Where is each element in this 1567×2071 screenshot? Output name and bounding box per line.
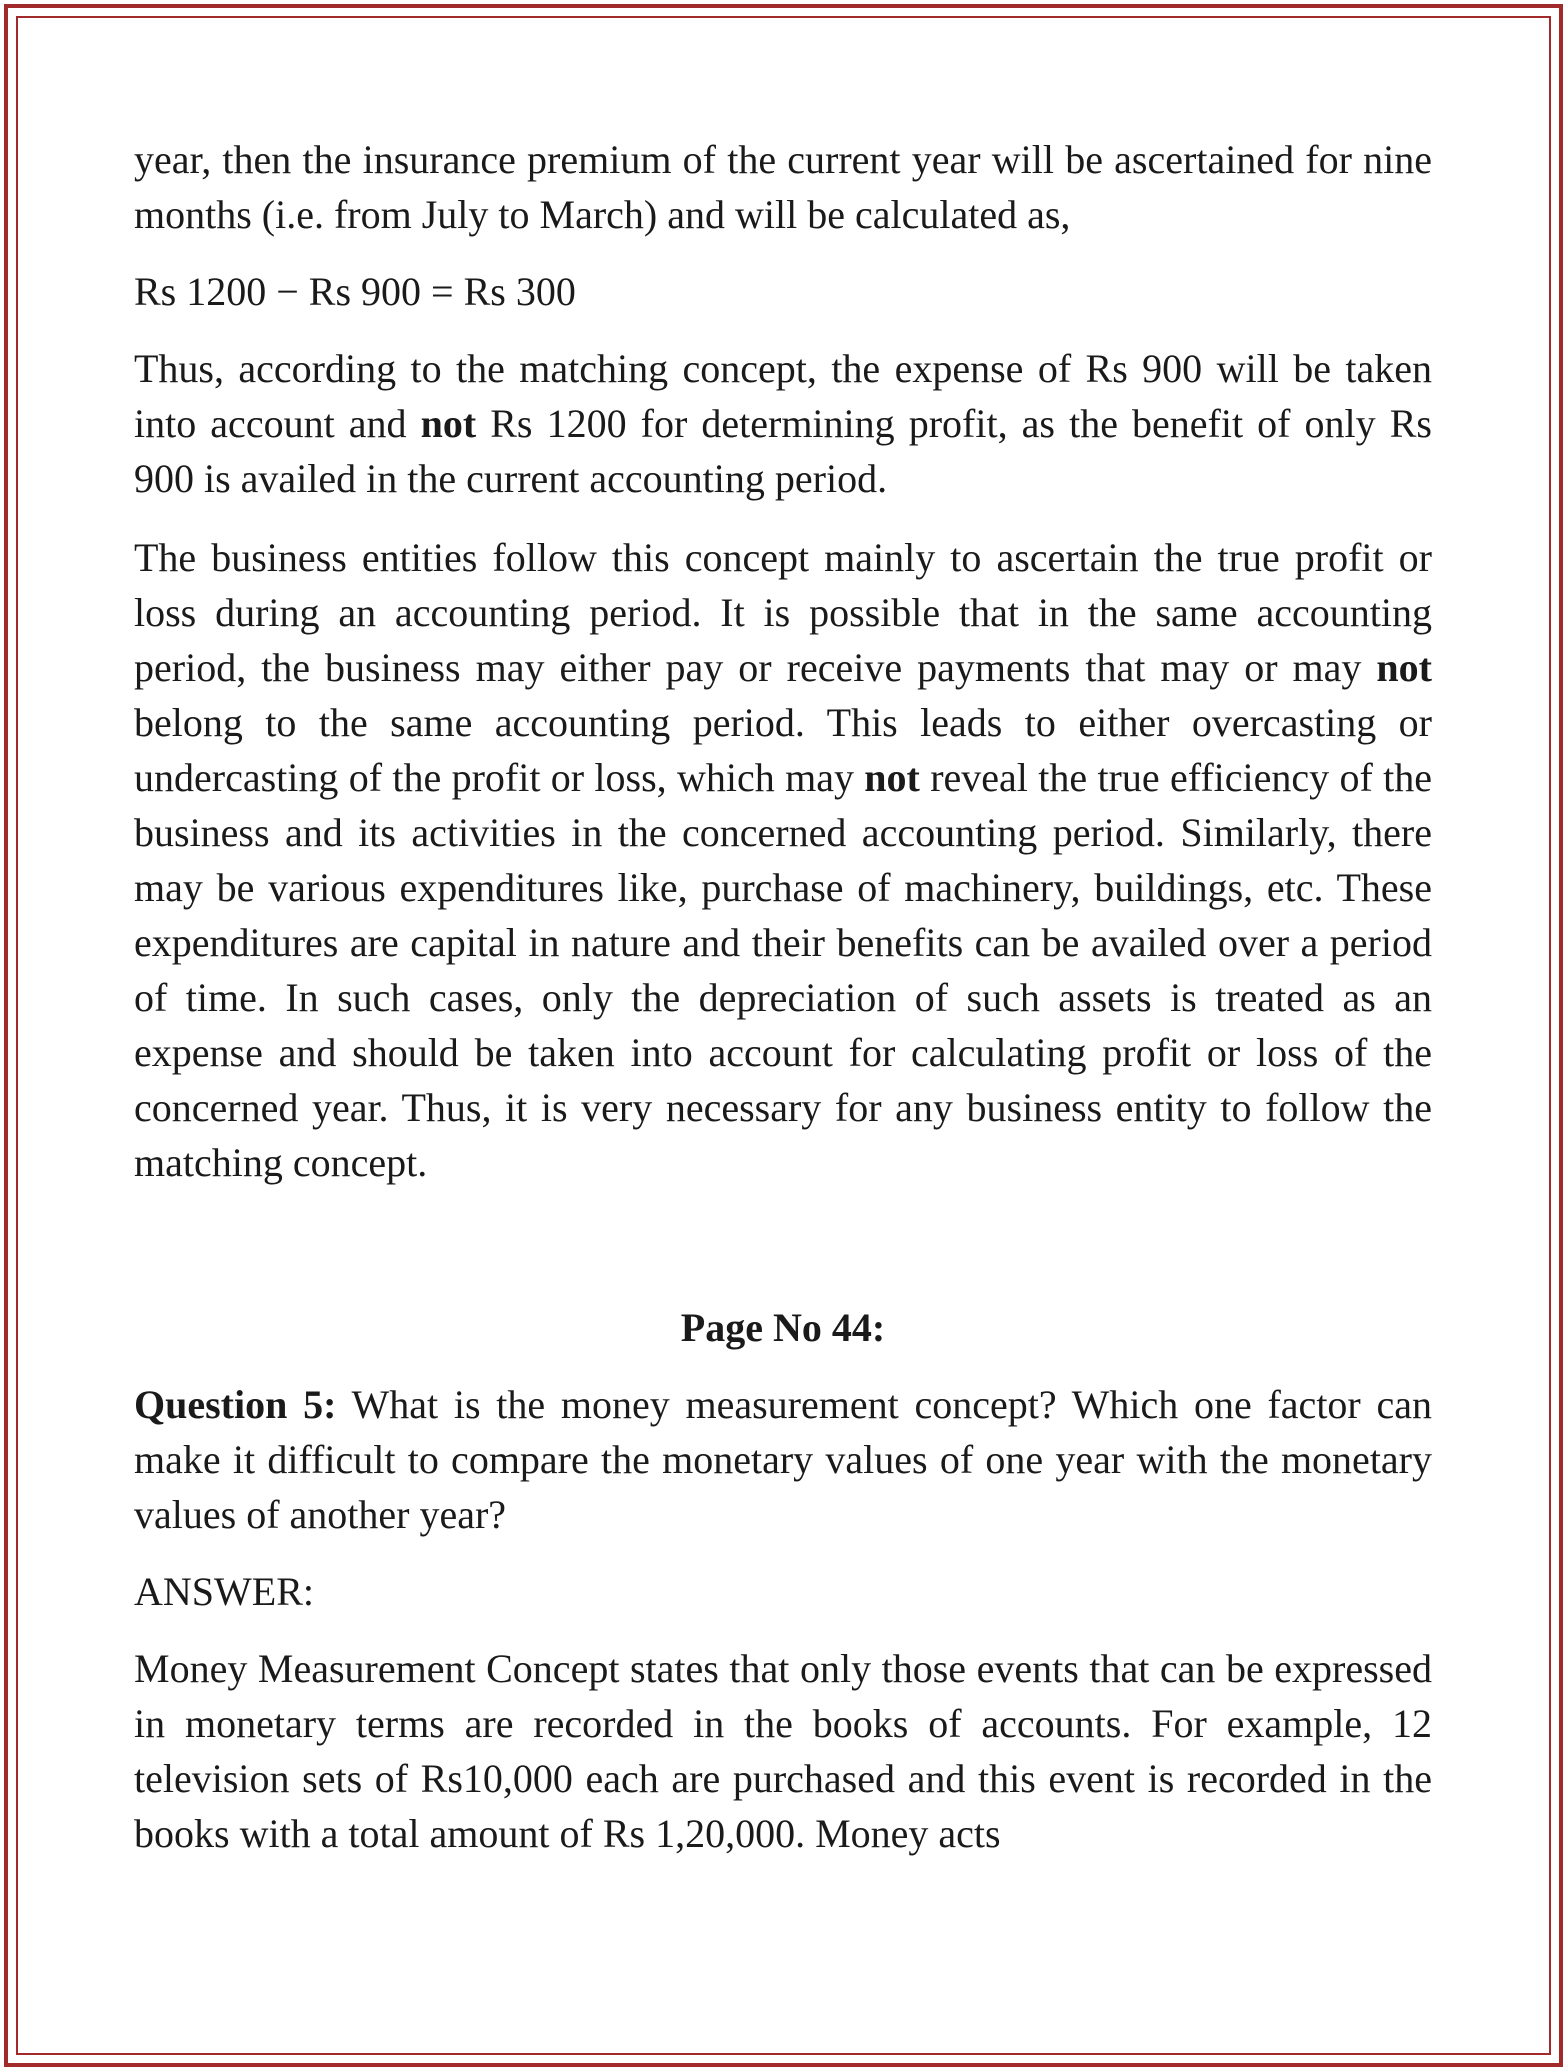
paragraph-text: belong to the same accounting period. This leads to either overcasting or undercasting of the profit or loss, which may: [134, 700, 1432, 800]
emphasis-not: not: [864, 755, 920, 800]
paragraph-insurance-premium: year, then the insurance premium of the current year will be ascertained for nine months (i.e. from July to March) and will be calculated as,: [134, 137, 1432, 237]
paragraph-text: Thus, according to the matching concept, the expense of Rs 900 will be taken into account and: [134, 346, 1432, 446]
paragraph-true-profit: [134, 530, 1432, 1190]
emphasis-not: not: [1376, 645, 1432, 690]
paragraph-text: The business entities follow this concept mainly to ascertain the true profit or loss during an accounting period. It is possible that in the same accounting period, the business may either pay or receive payments that may or may: [134, 535, 1432, 690]
equation-line: Rs 1200 − Rs 900 = Rs 300: [134, 269, 576, 314]
question-text: What is the money measurement concept? Which one factor can make it difficult to compare the monetary values of one year with the monetary values of another year?: [134, 1382, 1433, 1537]
question-label: Question 5:: [134, 1382, 337, 1427]
answer-label: ANSWER:: [134, 1569, 314, 1614]
answer-paragraph: Money Measurement Concept states that only those events that can be expressed in monetary terms are recorded in the books of accounts. For example, 12 television sets of Rs10,000 each are purchased and this event is recorded in the books with a total amount of Rs 1,20,000. Money acts: [134, 1646, 1432, 1856]
emphasis-not: not: [420, 401, 477, 446]
paragraph-text: Rs 1200 for determining profit, as the benefit of only Rs 900 is availed in the current accounting period.: [134, 401, 1432, 501]
paragraph-text: reveal the true efficiency of the business and its activities in the concerned accounting period. Similarly, there may be various expenditures like, purchase of machinery, buildings, etc. These expenditures are capital in nature and their benefits can be availed over a period of time. In such cases, only the depreciation of such assets is treated as an expense and should be taken into account for calculating profit or loss of the concerned year. Thus, it is very necessary for any business entity to follow the matching concept.: [134, 755, 1432, 1185]
question-paragraph: [134, 1377, 1432, 1542]
document-body: [134, 132, 1432, 1861]
page-number-heading: Page No 44:: [680, 1305, 886, 1350]
paragraph-matching-concept: [134, 341, 1432, 506]
